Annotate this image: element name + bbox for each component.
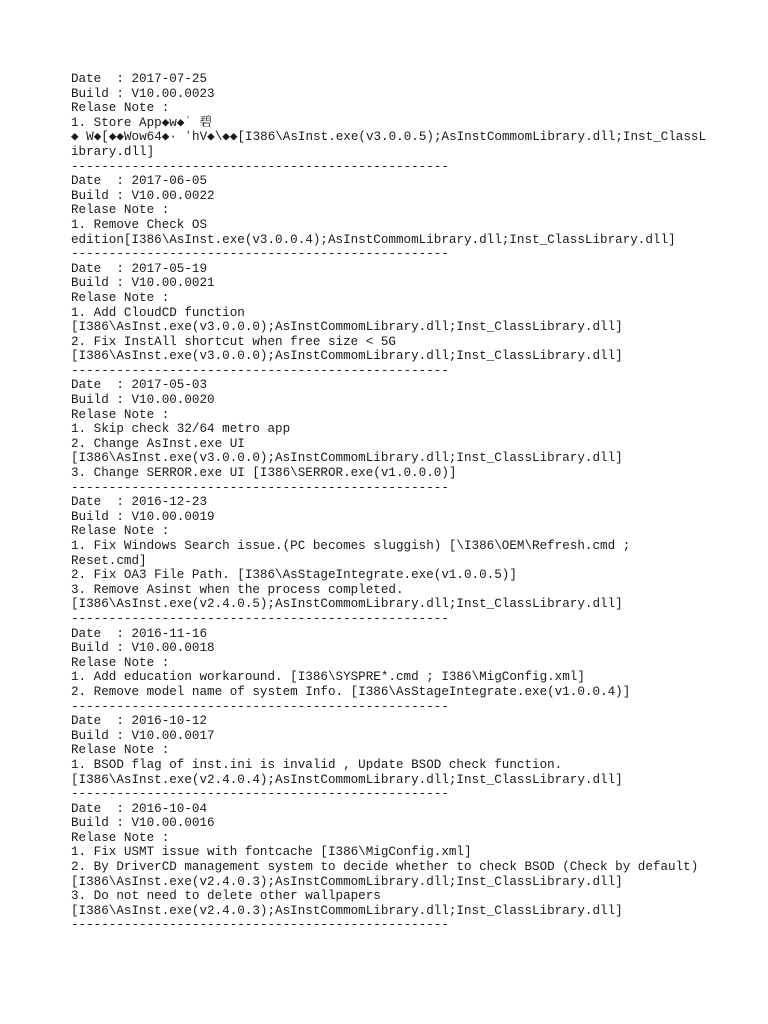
text-line: [I386\AsInst.exe(v3.0.0.0);AsInstCommomLibrary.dll;Inst_ClassLibrary.dll]	[71, 349, 623, 364]
text-line: [I386\AsInst.exe(v2.4.0.5);AsInstCommomLibrary.dll;Inst_ClassLibrary.dll]	[71, 597, 623, 612]
text-line: [I386\AsInst.exe(v2.4.0.3);AsInstCommomLibrary.dll;Inst_ClassLibrary.dll]	[71, 874, 623, 889]
text-line: [I386\AsInst.exe(v3.0.0.0);AsInstCommomLibrary.dll;Inst_ClassLibrary.dll]	[71, 451, 623, 466]
text-line: Relase Note :	[71, 655, 170, 670]
text-line: 2. Fix InstAll shortcut when free size < 5G	[71, 334, 396, 349]
text-line: Build : V10.00.0016	[71, 816, 215, 831]
separator-line: --------------------------------------------------	[71, 247, 449, 262]
text-line: 1. BSOD flag of inst.ini is invalid , Update BSOD check function.	[71, 757, 563, 772]
text-line: Build : V10.00.0021	[71, 276, 215, 291]
text-line: 2. Remove model name of system Info. [I386\AsStageIntegrate.exe(v1.0.0.4)]	[71, 684, 631, 699]
separator-line: --------------------------------------------------	[71, 611, 449, 626]
text-line: Relase Note :	[71, 101, 170, 116]
text-line: Build : V10.00.0022	[71, 188, 215, 203]
text-line: Build : V10.00.0018	[71, 641, 215, 656]
text-line: Date : 2016-10-04	[71, 801, 208, 816]
text-line: Build : V10.00.0023	[71, 86, 215, 101]
separator-line: --------------------------------------------------	[71, 699, 449, 714]
text-line: Relase Note :	[71, 407, 170, 422]
text-line: 1. Add CloudCD function	[71, 305, 245, 320]
text-line: Date : 2016-12-23	[71, 495, 208, 510]
text-line: Relase Note :	[71, 743, 170, 758]
text-line: [I386\AsInst.exe(v2.4.0.3);AsInstCommomLibrary.dll;Inst_ClassLibrary.dll]	[71, 903, 623, 918]
text-line: edition[I386\AsInst.exe(v3.0.0.4);AsInstCommomLibrary.dll;Inst_ClassLibrary.dll]	[71, 232, 676, 247]
text-line: Date : 2017-05-03	[71, 378, 208, 393]
text-line: Date : 2016-10-12	[71, 714, 208, 729]
separator-line: --------------------------------------------------	[71, 159, 449, 174]
text-line: Relase Note :	[71, 290, 170, 305]
text-line: 3. Remove Asinst when the process completed.	[71, 582, 404, 597]
separator-line: --------------------------------------------------	[71, 363, 449, 378]
text-line: 2. Fix OA3 File Path. [I386\AsStageIntegrate.exe(v1.0.0.5)]	[71, 568, 517, 583]
text-line: 2. By DriverCD management system to decide whether to check BSOD (Check by default)	[71, 860, 699, 875]
text-line: Build : V10.00.0019	[71, 509, 215, 524]
separator-line: --------------------------------------------------	[71, 787, 449, 802]
text-line: 1. Remove Check OS	[71, 217, 208, 232]
separator-line: --------------------------------------------------	[71, 480, 449, 495]
text-line: 2. Change AsInst.exe UI	[71, 436, 245, 451]
text-line: Build : V10.00.0020	[71, 393, 215, 408]
text-line: Relase Note :	[71, 524, 170, 539]
text-line: 3. Do not need to delete other wallpapers	[71, 889, 381, 904]
text-line: Relase Note :	[71, 203, 170, 218]
text-line: Date : 2017-07-25	[71, 72, 208, 86]
separator-line: --------------------------------------------------	[71, 918, 449, 933]
text-line: Date : 2016-11-16	[71, 626, 208, 641]
text-line: 3. Change SERROR.exe UI [I386\SERROR.exe(v1.0.0.0)]	[71, 466, 457, 481]
text-line: 1. Skip check 32/64 metro app	[71, 422, 291, 437]
text-line: Reset.cmd]	[71, 553, 147, 568]
text-line: [I386\AsInst.exe(v2.4.0.4);AsInstCommomLibrary.dll;Inst_ClassLibrary.dll]	[71, 772, 623, 787]
text-line: Date : 2017-06-05	[71, 174, 208, 189]
text-line: ◆ W◆[◆◆Wow64◆· ʻhV◆\◆◆[I386\AsInst.exe(v3.0.0.5);AsInstCommomLibrary.dll;Inst_ClassL	[71, 130, 707, 145]
text-line: 1. Add education workaround. [I386\SYSPRE*.cmd ; I386\MigConfig.xml]	[71, 670, 585, 685]
text-line: 1. Fix Windows Search issue.(PC becomes sluggish) [\I386\OEM\Refresh.cmd ;	[71, 539, 631, 553]
text-line: 1. Store App◆w◆ʿ 碧	[71, 115, 213, 130]
text-line: Date : 2017-05-19	[71, 261, 208, 276]
text-line: ibrary.dll]	[71, 144, 155, 159]
release-notes-document	[71, 72, 761, 933]
text-line: Build : V10.00.0017	[71, 728, 215, 743]
text-line: [I386\AsInst.exe(v3.0.0.0);AsInstCommomLibrary.dll;Inst_ClassLibrary.dll]	[71, 320, 623, 335]
text-line: 1. Fix USMT issue with fontcache [I386\MigConfig.xml]	[71, 845, 472, 860]
text-line: Relase Note :	[71, 830, 170, 845]
